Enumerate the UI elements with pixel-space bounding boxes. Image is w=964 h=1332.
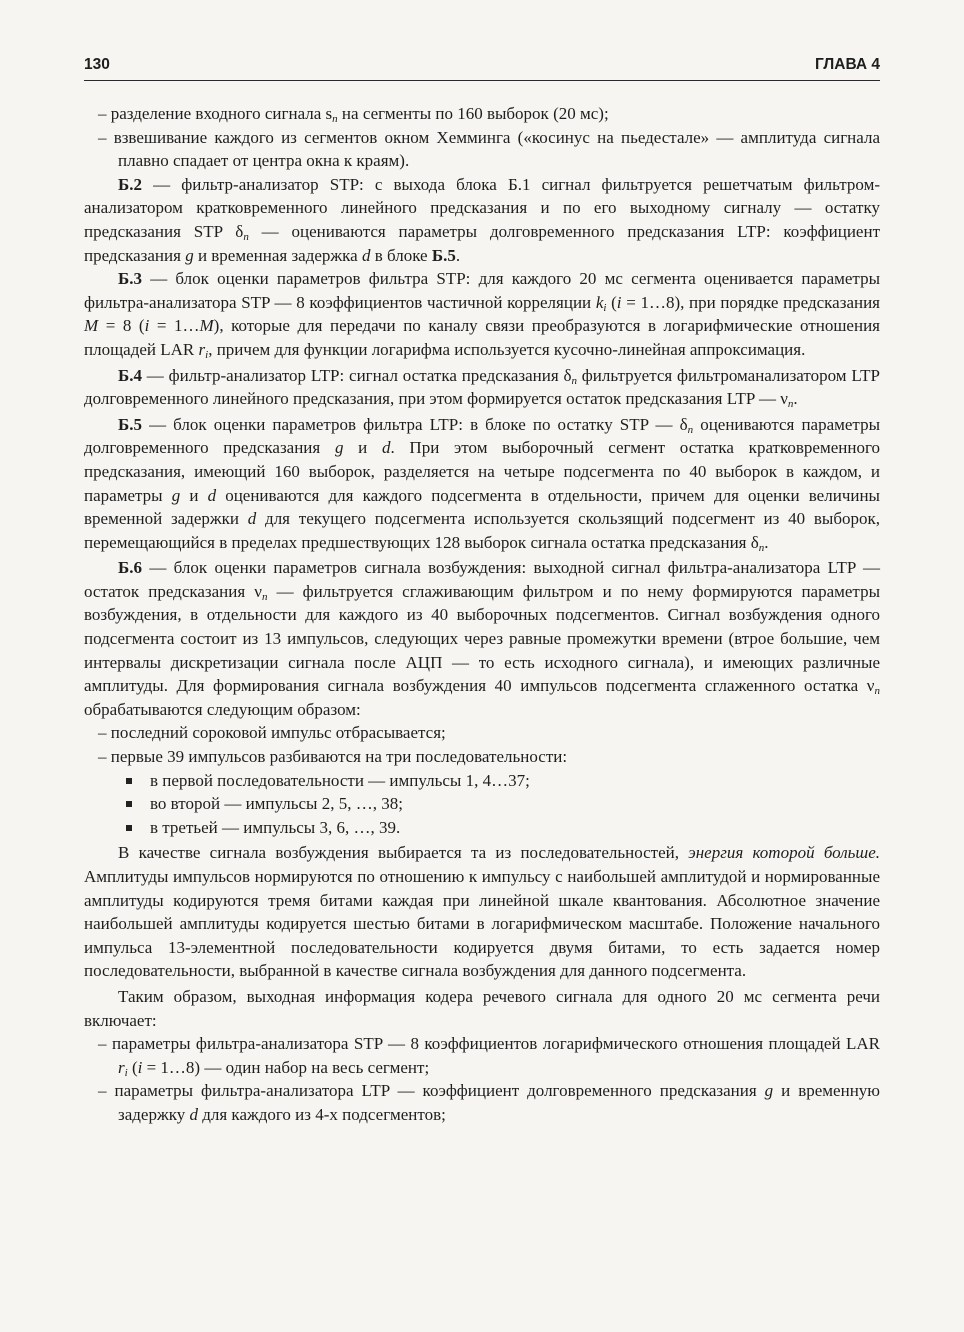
list-item: – разделение входного сигнала $s_n$ на сегменты по 160 выборок (20 мс); [98,104,609,125]
bullet-item: в первой последовательности — импульсы 1, 4…37; [84,769,880,793]
paragraph-summary: Таким образом, выходная информация кодера речевого сигнала для одного 20 мс сегмента речи включает: [84,986,880,1030]
paragraph-b6: Б.6 — блок оценки параметров сигнала возбуждения: выходной сигнал фильтра-анализатора LTP — остаток предсказания $\nu_n$ — фильтруется сглаживающим фильтром и по нему формируются параметры возбуждения, в отдельности для каждого из 40 выборочных подсегментов. Сигнал возбуждения одного подсегмента состоит из 13 импульсов, следующих через равные промежутки времени (втрое большие, чем интервалы дискретизации сигнала после АЦП — то есть исходного сигнала), и имеющих различные амплитуды. Для формирования сигнала возбуждения 40 импульсов подсегмента сглаженного остатка $\nu_n$ обрабатываются следующим образом: [84,558,880,719]
paragraph-b5: Б.5 — блок оценки параметров фильтра LTP: в блоке по остатку STP — $\delta_n$ оцениваются параметры долговременного предсказания g и d. При этом выборочный сегмент остатка кратковременного предсказания, имеющий 160 выборок, разделяется на четыре подсегмента по 40 выборок в каждом, и параметры g и d оцениваются для каждого подсегмента в отдельности, причем для оценки величины временной задержки d для текущего подсегмента используется скользящий подсегмент из 40 выборок, перемещающийся в пределах предшествующих 128 выборок сигнала остатка предсказания $\delta_n$. [84,414,881,554]
list-item: – последний сороковой импульс отбрасывается; [98,723,446,743]
running-header [84,52,880,81]
paragraph-excitation: В качестве сигнала возбуждения выбирается та из последовательностей, энергия которой больше. Амплитуды импульсов нормируются по отношению к импульсу с наибольшей амплитудой и нормированные амплитуды кодируются тремя битами каждая при линейной шкале квантования. Абсолютное значение наибольшей амплитуды кодируется шестью битами в логарифмическом масштабе. Положение начального импульса 13-элементной последовательности кодируется двумя битами, то есть задается номер последовательности, выбранной в качестве сигнала возбуждения для данного подсегмента. [84,843,880,981]
list-item: – первые 39 импульсов разбиваются на три последовательности: [98,747,568,767]
paragraph-b3: Б.3 — блок оценки параметров фильтра STP: для каждого 20 мс сегмента оценивается параметры фильтра-анализатора STP — 8 коэффициентов частичной корреляции $k_i$ (i = 1…8), при порядке предсказания M = 8 (i = 1…M), которые для передачи по каналу связи преобразуются в логарифмические отношения площадей LAR $r_i$, причем для функции логарифма используется кусочно-линейная аппроксимация. [84,269,881,361]
body-text [84,102,880,1127]
page-number: 130 [84,56,110,73]
list-item: – параметры фильтра-анализатора STP — 8 коэффициентов логарифмического отношения площадей LAR $r_i$ (i = 1…8) — один набор на весь сегмент; [98,1034,880,1079]
list-item: – взвешивание каждого из сегментов окном Хемминга («косинус на пьедестале» — амплитуда сигнала плавно спадает от центра окна к краям). [98,127,880,171]
chapter-title: ГЛАВА 4 [814,56,880,73]
paragraph-b2: Б.2 — фильтр-анализатор STP: с выхода блока Б.1 сигнал фильтруется решетчатым фильтром-анализатором кратковременного линейного предсказания и по его выходному сигналу — остатку предсказания STP $\delta_n$ — оцениваются параметры долговременного предсказания LTP: коэффициент предсказания g и временная задержка d в блоке Б.5. [84,174,881,265]
paragraph-b4: Б.4 — фильтр-анализатор LTP: сигнал остатка предсказания $\delta_n$ фильтруется фильтроманализатором LTP долговременного линейного предсказания, при этом формируется остаток предсказания LTP — $\nu_n$. [84,365,881,411]
bullet-item: в третьей — импульсы 3, 6, …, 39. [84,816,880,840]
list-item: – параметры фильтра-анализатора LTP — коэффициент долговременного предсказания g и временную задержку d для каждого из 4-х подсегментов; [98,1081,880,1124]
bullet-item: во второй — импульсы 2, 5, …, 38; [84,792,880,816]
